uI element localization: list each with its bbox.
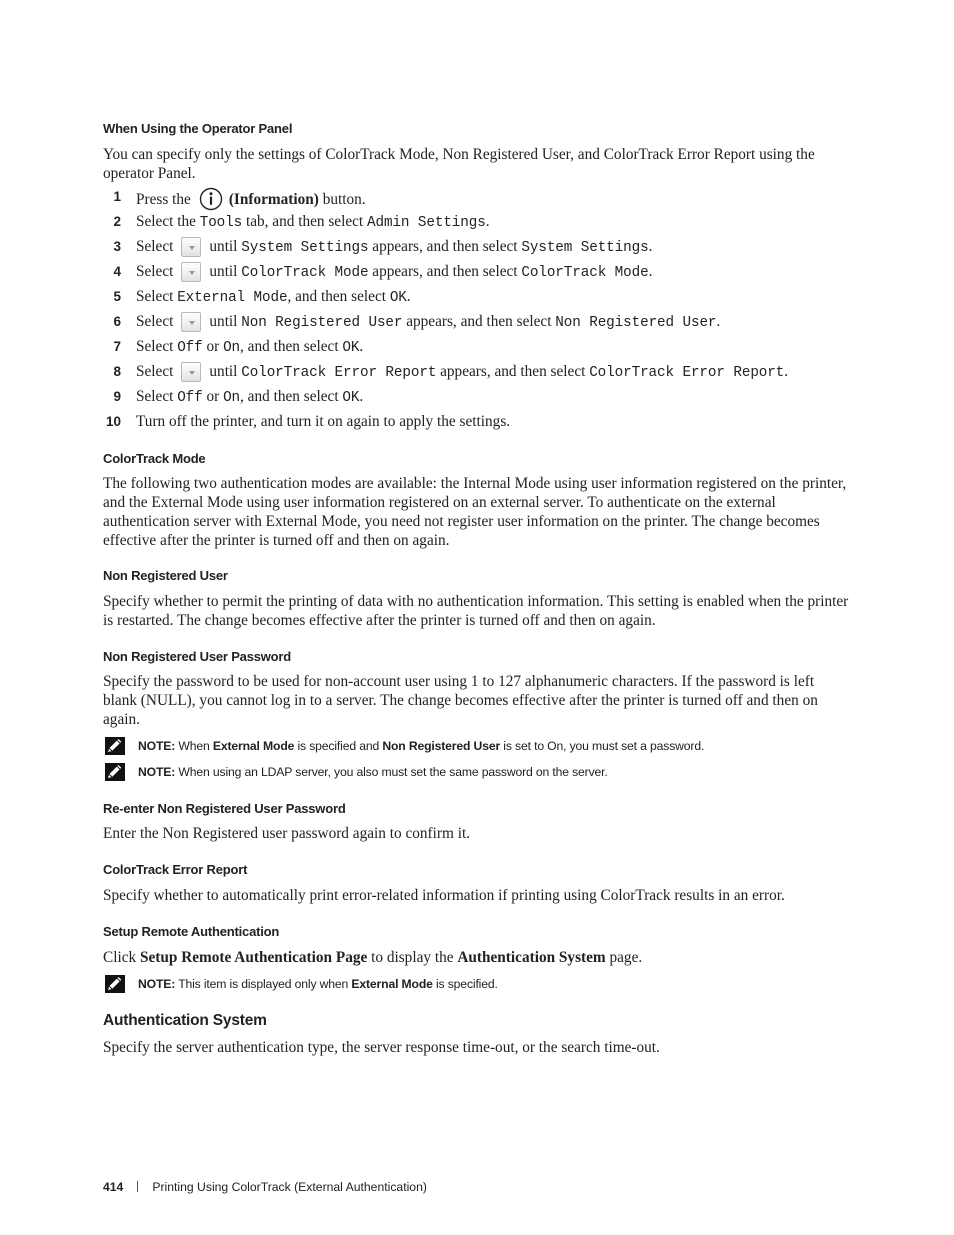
note-pencil-icon <box>104 736 126 762</box>
page-footer <box>103 1180 427 1194</box>
down-arrow-button-icon <box>181 262 201 282</box>
chapter-title: Printing Using ColorTrack (External Authentication) <box>152 1180 427 1194</box>
setup-remote-auth-text: Click Setup Remote Authentication Page to display the Authentication System page. <box>103 949 643 966</box>
note-pencil-icon <box>104 762 126 788</box>
non-registered-user-password-text: Specify the password to be used for non-account user using 1 to 127 alphanumeric characters. If the password is left blank (NULL), you cannot log in to a server. The change becomes effective after the printer is turned off and then on again. <box>103 673 818 728</box>
step-8: 8 Select until ColorTrack Error Report appears, and then select ColorTrack Error Report. <box>113 363 789 381</box>
reenter-password-text: Enter the Non Registered user password again to confirm it. <box>103 825 471 842</box>
step-1: 1 Press the (Information) button. <box>100 187 860 207</box>
note-3: NOTE: This item is displayed only when External Mode is specified. <box>104 974 864 994</box>
colortrack-mode-text: The following two authentication modes are available: the Internal Mode using user information registered on the printer, and the External Mode using user information registered on an external server. To authenticate on the external authentication server with External Mode, you need not register user information on the printer. The change becomes effective after the printer is turned off and then on again. <box>103 475 847 549</box>
step-7: 7 Select Off or On, and then select OK. <box>113 338 364 356</box>
note-2: NOTE: When using an LDAP server, you also must set the same password on the server. <box>104 762 864 782</box>
step-9: 9 Select Off or On, and then select OK. <box>113 388 364 406</box>
heading-setup-remote-auth: Setup Remote Authentication <box>103 924 280 939</box>
heading-operator-panel: When Using the Operator Panel <box>103 121 293 136</box>
authentication-system-text: Specify the server authentication type, the server response time-out, or the search time-out. <box>103 1039 660 1056</box>
heading-non-registered-user: Non Registered User <box>103 568 228 583</box>
note-pencil-icon <box>104 974 126 1000</box>
heading-authentication-system: Authentication System <box>103 1012 267 1029</box>
down-arrow-button-icon <box>181 237 201 257</box>
heading-non-registered-user-password: Non Registered User Password <box>103 649 292 664</box>
operator-panel-intro: You can specify only the settings of ColorTrack Mode, Non Registered User, and ColorTrack Error Report using the operator Panel. <box>103 146 815 182</box>
step-2: 2 Select the Tools tab, and then select Admin Settings. <box>113 213 490 231</box>
setup-remote-authentication-page-link: Setup Remote Authentication Page <box>139 949 368 966</box>
step-3: 3 Select until System Settings appears, and then select System Settings. <box>113 238 653 256</box>
down-arrow-button-icon <box>181 362 201 382</box>
note-1: NOTE: When External Mode is specified and Non Registered User is set to On, you must set a password. <box>104 736 864 756</box>
step-6: 6 Select until Non Registered User appears, and then select Non Registered User. <box>113 313 721 331</box>
non-registered-user-text: Specify whether to permit the printing of data with no authentication information. This setting is enabled when the printer is restarted. The change becomes effective after the printer is turned off and then on again. <box>103 593 849 629</box>
step-5: 5 Select External Mode, and then select OK. <box>113 288 411 306</box>
heading-colortrack-error-report: ColorTrack Error Report <box>103 862 248 877</box>
page-number: 414 <box>103 1180 124 1194</box>
step-4: 4 Select until ColorTrack Mode appears, and then select ColorTrack Mode. <box>113 263 653 281</box>
heading-colortrack-mode: ColorTrack Mode <box>103 451 206 466</box>
heading-reenter-password: Re-enter Non Registered User Password <box>103 801 346 816</box>
colortrack-error-report-text: Specify whether to automatically print error-related information if printing using ColorTrack results in an error. <box>103 887 785 904</box>
step-10: 10 Turn off the printer, and turn it on again to apply the settings. <box>105 413 511 430</box>
down-arrow-button-icon <box>181 312 201 332</box>
footer-divider <box>137 1181 138 1192</box>
